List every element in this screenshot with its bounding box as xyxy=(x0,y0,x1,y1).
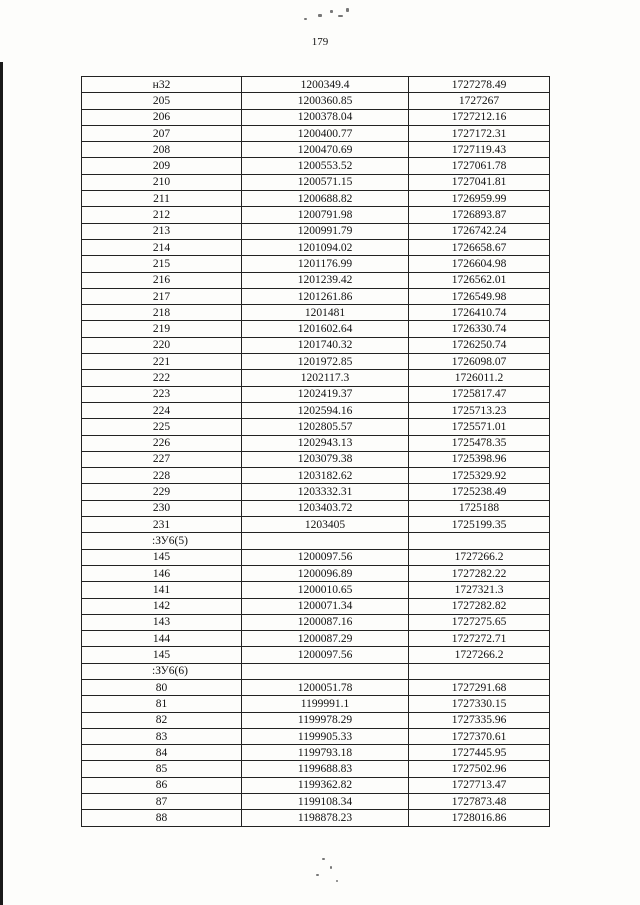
table-row xyxy=(82,761,550,777)
y-cell: 1727282.82 xyxy=(409,598,550,614)
point-cell: 88 xyxy=(82,810,242,826)
x-cell: 1203079.38 xyxy=(242,451,409,467)
x-cell: 1199905.33 xyxy=(242,728,409,744)
table-row xyxy=(82,679,550,695)
y-cell: 1727172.31 xyxy=(409,125,550,141)
table-row xyxy=(82,321,550,337)
table-row xyxy=(82,354,550,370)
y-cell: 1727873.48 xyxy=(409,794,550,810)
point-cell: 80 xyxy=(82,679,242,695)
x-cell: 1201239.42 xyxy=(242,272,409,288)
y-cell: 1725571.01 xyxy=(409,419,550,435)
point-cell: 217 xyxy=(82,288,242,304)
table-row xyxy=(82,174,550,190)
x-cell: 1202419.37 xyxy=(242,386,409,402)
x-cell: 1200096.89 xyxy=(242,565,409,581)
point-cell: 222 xyxy=(82,370,242,386)
x-cell: 1200097.56 xyxy=(242,647,409,663)
x-cell: 1202594.16 xyxy=(242,402,409,418)
table-row xyxy=(82,614,550,630)
x-cell: 1200010.65 xyxy=(242,582,409,598)
x-cell: 1201481 xyxy=(242,305,409,321)
y-cell: 1727272.71 xyxy=(409,631,550,647)
point-cell: 84 xyxy=(82,745,242,761)
point-cell: 213 xyxy=(82,223,242,239)
page-number: 179 xyxy=(311,36,329,48)
y-cell: 1727282.22 xyxy=(409,565,550,581)
y-cell: 1725478.35 xyxy=(409,435,550,451)
y-cell: 1725329.92 xyxy=(409,468,550,484)
x-cell: 1203182.62 xyxy=(242,468,409,484)
point-cell: 221 xyxy=(82,354,242,370)
point-cell: 141 xyxy=(82,582,242,598)
y-cell: 1727713.47 xyxy=(409,777,550,793)
point-cell: 83 xyxy=(82,728,242,744)
table-row xyxy=(82,305,550,321)
x-cell: 1201094.02 xyxy=(242,239,409,255)
x-cell: 1202943.13 xyxy=(242,435,409,451)
point-cell: 227 xyxy=(82,451,242,467)
x-cell: 1200688.82 xyxy=(242,191,409,207)
table-row xyxy=(82,484,550,500)
y-cell: 1727119.43 xyxy=(409,142,550,158)
y-cell: 1727212.16 xyxy=(409,109,550,125)
point-cell: 87 xyxy=(82,794,242,810)
y-cell: 1728016.86 xyxy=(409,810,550,826)
x-cell: 1200991.79 xyxy=(242,223,409,239)
table-row xyxy=(82,191,550,207)
table-row xyxy=(82,777,550,793)
table-row xyxy=(82,468,550,484)
scan-speck xyxy=(318,14,322,17)
point-cell: 215 xyxy=(82,256,242,272)
table-row xyxy=(82,272,550,288)
table-row xyxy=(82,582,550,598)
x-cell xyxy=(242,663,409,679)
x-cell: 1198878.23 xyxy=(242,810,409,826)
point-cell: 142 xyxy=(82,598,242,614)
point-cell: 145 xyxy=(82,549,242,565)
y-cell: 1725398.96 xyxy=(409,451,550,467)
y-cell: 1726604.98 xyxy=(409,256,550,272)
x-cell: 1199978.29 xyxy=(242,712,409,728)
coordinates-table-body xyxy=(82,77,550,827)
table-row xyxy=(82,370,550,386)
x-cell: 1200791.98 xyxy=(242,207,409,223)
point-cell: 85 xyxy=(82,761,242,777)
table-row xyxy=(82,77,550,93)
y-cell: 1725713.23 xyxy=(409,402,550,418)
x-cell: 1199688.83 xyxy=(242,761,409,777)
table-row xyxy=(82,631,550,647)
table-row xyxy=(82,745,550,761)
table-row xyxy=(82,549,550,565)
y-cell: 1726549.98 xyxy=(409,288,550,304)
scan-speck xyxy=(330,10,333,13)
x-cell: 1199991.1 xyxy=(242,696,409,712)
y-cell: 1726011.2 xyxy=(409,370,550,386)
y-cell: 1727061.78 xyxy=(409,158,550,174)
y-cell: 1727502.96 xyxy=(409,761,550,777)
y-cell: 1725817.47 xyxy=(409,386,550,402)
y-cell xyxy=(409,533,550,549)
x-cell: 1200571.15 xyxy=(242,174,409,190)
table-row xyxy=(82,565,550,581)
point-cell: 214 xyxy=(82,239,242,255)
table-row xyxy=(82,402,550,418)
scan-speck xyxy=(304,18,307,20)
table-row xyxy=(82,728,550,744)
table-row xyxy=(82,142,550,158)
section-row xyxy=(82,663,550,679)
point-cell: 210 xyxy=(82,174,242,190)
point-cell: 228 xyxy=(82,468,242,484)
y-cell: 1727370.61 xyxy=(409,728,550,744)
y-cell: 1727321.3 xyxy=(409,582,550,598)
point-cell: 224 xyxy=(82,402,242,418)
y-cell: 1727291.68 xyxy=(409,679,550,695)
scan-speck xyxy=(336,880,338,882)
x-cell: 1201740.32 xyxy=(242,337,409,353)
point-cell: 207 xyxy=(82,125,242,141)
y-cell: 1726658.67 xyxy=(409,239,550,255)
point-cell: 144 xyxy=(82,631,242,647)
point-cell: :ЗУ6(5) xyxy=(82,533,242,549)
point-cell: 225 xyxy=(82,419,242,435)
x-cell xyxy=(242,533,409,549)
point-cell: 205 xyxy=(82,93,242,109)
table-row xyxy=(82,256,550,272)
table-row xyxy=(82,386,550,402)
table-row xyxy=(82,435,550,451)
point-cell: 86 xyxy=(82,777,242,793)
x-cell: 1203403.72 xyxy=(242,500,409,516)
point-cell: 143 xyxy=(82,614,242,630)
scan-speck xyxy=(322,858,325,860)
table-row xyxy=(82,158,550,174)
scan-speck xyxy=(316,874,319,876)
x-cell: 1200097.56 xyxy=(242,549,409,565)
point-cell: 206 xyxy=(82,109,242,125)
x-cell: 1200360.85 xyxy=(242,93,409,109)
table-row xyxy=(82,500,550,516)
y-cell xyxy=(409,663,550,679)
y-cell: 1727267 xyxy=(409,93,550,109)
y-cell: 1726330.74 xyxy=(409,321,550,337)
table-row xyxy=(82,451,550,467)
table-row xyxy=(82,419,550,435)
x-cell: 1201602.64 xyxy=(242,321,409,337)
point-cell: 208 xyxy=(82,142,242,158)
table-row xyxy=(82,109,550,125)
point-cell: 220 xyxy=(82,337,242,353)
scan-speck xyxy=(330,866,332,869)
y-cell: 1726742.24 xyxy=(409,223,550,239)
y-cell: 1726562.01 xyxy=(409,272,550,288)
x-cell: 1203332.31 xyxy=(242,484,409,500)
point-cell: 223 xyxy=(82,386,242,402)
x-cell: 1199108.34 xyxy=(242,794,409,810)
table-row xyxy=(82,810,550,826)
page-left-edge xyxy=(0,62,3,905)
y-cell: 1725199.35 xyxy=(409,517,550,533)
point-cell: 218 xyxy=(82,305,242,321)
table-row xyxy=(82,598,550,614)
y-cell: 1727330.15 xyxy=(409,696,550,712)
y-cell: 1726959.99 xyxy=(409,191,550,207)
y-cell: 1727266.2 xyxy=(409,549,550,565)
x-cell: 1199793.18 xyxy=(242,745,409,761)
table-row xyxy=(82,239,550,255)
x-cell: 1200071.34 xyxy=(242,598,409,614)
point-cell: 82 xyxy=(82,712,242,728)
x-cell: 1201261.86 xyxy=(242,288,409,304)
table-row xyxy=(82,93,550,109)
section-row xyxy=(82,533,550,549)
y-cell: 1725188 xyxy=(409,500,550,516)
x-cell: 1200400.77 xyxy=(242,125,409,141)
x-cell: 1200087.29 xyxy=(242,631,409,647)
point-cell: 209 xyxy=(82,158,242,174)
point-cell: н32 xyxy=(82,77,242,93)
x-cell: 1200553.52 xyxy=(242,158,409,174)
x-cell: 1201972.85 xyxy=(242,354,409,370)
x-cell: 1199362.82 xyxy=(242,777,409,793)
point-cell: 226 xyxy=(82,435,242,451)
point-cell: 219 xyxy=(82,321,242,337)
point-cell: 146 xyxy=(82,565,242,581)
table-row xyxy=(82,647,550,663)
x-cell: 1200087.16 xyxy=(242,614,409,630)
table-row xyxy=(82,517,550,533)
y-cell: 1727445.95 xyxy=(409,745,550,761)
y-cell: 1727278.49 xyxy=(409,77,550,93)
point-cell: 229 xyxy=(82,484,242,500)
table-row xyxy=(82,288,550,304)
y-cell: 1727275.65 xyxy=(409,614,550,630)
x-cell: 1201176.99 xyxy=(242,256,409,272)
point-cell: 81 xyxy=(82,696,242,712)
scan-speck xyxy=(338,15,343,17)
table-row xyxy=(82,337,550,353)
table-row xyxy=(82,125,550,141)
x-cell: 1203405 xyxy=(242,517,409,533)
point-cell: 230 xyxy=(82,500,242,516)
table-row xyxy=(82,207,550,223)
y-cell: 1726098.07 xyxy=(409,354,550,370)
x-cell: 1200349.4 xyxy=(242,77,409,93)
scan-speck xyxy=(346,8,349,12)
x-cell: 1202117.3 xyxy=(242,370,409,386)
table-row xyxy=(82,712,550,728)
coordinates-table xyxy=(81,76,550,827)
y-cell: 1727266.2 xyxy=(409,647,550,663)
point-cell: 231 xyxy=(82,517,242,533)
y-cell: 1725238.49 xyxy=(409,484,550,500)
x-cell: 1200051.78 xyxy=(242,679,409,695)
point-cell: 211 xyxy=(82,191,242,207)
x-cell: 1202805.57 xyxy=(242,419,409,435)
x-cell: 1200470.69 xyxy=(242,142,409,158)
y-cell: 1726893.87 xyxy=(409,207,550,223)
x-cell: 1200378.04 xyxy=(242,109,409,125)
table-row xyxy=(82,223,550,239)
point-cell: 212 xyxy=(82,207,242,223)
table-row xyxy=(82,794,550,810)
y-cell: 1726250.74 xyxy=(409,337,550,353)
y-cell: 1727335.96 xyxy=(409,712,550,728)
point-cell: 216 xyxy=(82,272,242,288)
y-cell: 1727041.81 xyxy=(409,174,550,190)
point-cell: 145 xyxy=(82,647,242,663)
table-row xyxy=(82,696,550,712)
point-cell: :ЗУ6(6) xyxy=(82,663,242,679)
y-cell: 1726410.74 xyxy=(409,305,550,321)
